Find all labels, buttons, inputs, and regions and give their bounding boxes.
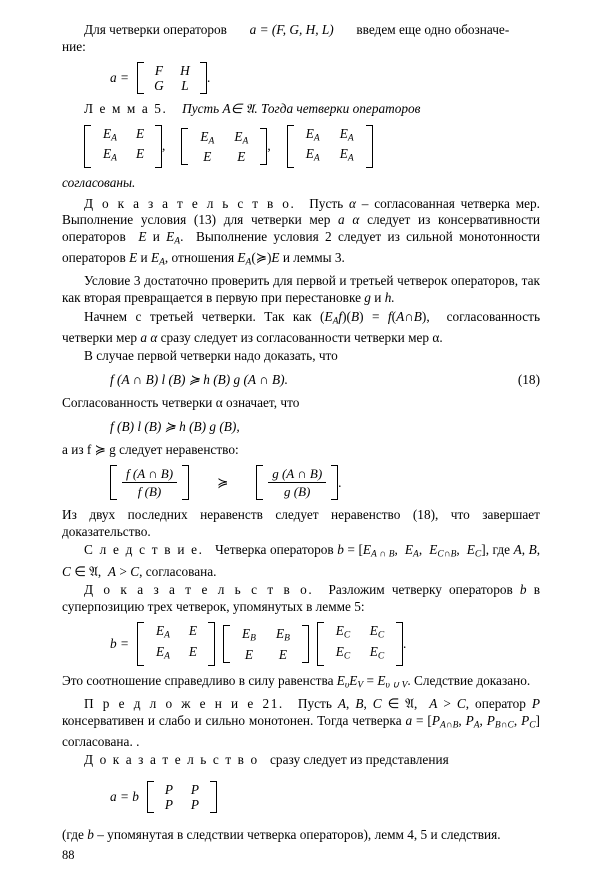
equation-fb [62, 419, 540, 435]
consequence-statement [62, 542, 540, 580]
bracket-left [84, 125, 91, 168]
paragraph-first-quadruple: В случае первой четверки надо доказать, что [84, 348, 338, 364]
matrix-cell: P [190, 782, 199, 797]
bracket-left [181, 128, 188, 166]
paragraph-third-quadruple: Начнем с третьей четверки. Так как $(E_Af)(B)$ = f(A∩B), согласованность четверки мер a α сразу следует из согласованности четверки мер α. [62, 308, 541, 345]
matrix-lemma-2: $E_A$ $E_A$ E E [181, 128, 267, 166]
proof-1-head: Д о к а з а т е л ь с т в о. [84, 195, 296, 211]
bracket-fraction-right [256, 465, 338, 500]
paragraph-from-two-inequalities: Из двух последних неравенств следует неравенство (18), что завершает доказательство. [62, 507, 540, 539]
matrix-p [147, 781, 217, 813]
matrix-lemma-3: $E_A$ $E_A$ $E_A$ $E_A$ [287, 125, 373, 168]
equation-a-definition: a = F H G L . [110, 63, 211, 94]
page-number: 88 [62, 848, 75, 862]
relation-symbol: ≽ [217, 474, 229, 490]
bracket-left [137, 622, 144, 665]
proof-3 [62, 752, 540, 769]
bracket-left [147, 781, 154, 813]
fraction-left [122, 466, 177, 499]
bracket-right [210, 781, 217, 813]
fraction-denominator: f (B) [137, 484, 162, 500]
matrix-cell: G [154, 78, 164, 94]
matrix-a [137, 62, 207, 94]
bracket-left [137, 62, 144, 94]
bracket-right [396, 622, 403, 665]
intro-text-c: введем еще одно обозначе- [356, 22, 510, 37]
bracket-right [182, 465, 189, 500]
fraction-right [268, 466, 326, 499]
bracket-right [366, 125, 373, 168]
consequence-head: С л е д с т в и е. [84, 542, 204, 558]
proof-1 [62, 196, 540, 272]
bracket-left [256, 465, 263, 500]
equation-fraction-inequality: $\frac{f (A \cap B)}{f (B)}$ ≽ $\frac{g (A \cap B)}{g (B)}$ . [62, 465, 540, 500]
bracket-right [331, 465, 338, 500]
bracket-left [223, 625, 230, 663]
proof-2 [62, 582, 540, 615]
bracket-right [302, 625, 309, 663]
proof-3-head: Д о к а з а т е л ь с т в о [84, 752, 259, 768]
paragraph-from-f-g: а из f ≽ g следует неравенство: [62, 441, 239, 457]
proposition-21-statement [62, 696, 540, 750]
equation-fb-body: f (B) l (B) ≽ h (B) g (B), [110, 418, 240, 434]
lemma-5-head: Л е м м а 5. [84, 101, 168, 117]
bracket-left [317, 622, 324, 665]
equation-b-decomposition: b = $E_A$ E $E_A$ E $E_B$ $E_B$ E E $E_C$ $E_C$ $E_C$ $E_C$ . [62, 622, 540, 665]
intro-text-d: ние: [62, 38, 86, 54]
bracket-right [208, 622, 215, 665]
bracket-right [155, 125, 162, 168]
matrix-cell: F [154, 63, 164, 79]
page-content [62, 22, 540, 846]
fraction-numerator: g (A ∩ B) [268, 466, 326, 483]
equation-18-number: (18) [517, 372, 540, 387]
matrix-cell: P [190, 797, 199, 812]
matrix-lemma-1: $E_A$ E $E_A$ E [84, 125, 162, 168]
proof-2-text: Разложим четверку операторов b в суперпозицию трех четверок, упомянутых в лемме 5: [62, 582, 541, 614]
intro-formula: a = (F, G, H, L) [249, 22, 334, 37]
equation-a-label: a = [110, 70, 129, 86]
bracket-left [110, 465, 117, 500]
lemma-5-statement [62, 101, 540, 118]
paragraph-condition-3: Условие 3 достаточно проверить для первой и третьей четверок операторов, так как вторая превращается в первую при перестановке g и h. [62, 273, 540, 305]
equation-ab-label: a = b [110, 789, 139, 804]
matrix-cell: L [181, 78, 189, 94]
proposition-21-text: Пусть A, B, C ∈ 𝔄, A > C, оператор P консервативен и слабо и сильно монотонен. Тогда четверка $a = [P_{A\cap B}$, $P_A$, $P_{B\cap C}$, $P_C$] согласована. . [62, 695, 540, 749]
matrix-b-1: $E_A$ E $E_A$ E [137, 622, 215, 665]
lemma-5-matrices: $E_A$ E $E_A$ E , $E_A$ $E_A$ E E , $E_A$ $E_A$ $E_A$ $E_A$ [62, 125, 540, 168]
proof-1-text: Пусть α – согласованная четверка мер. Выполнение условия (13) для четверки мер a α следует из консервативности операторов E и $E_A$. Выполнение условия 2 следует из сильной монотонности операторов E и $E_A$, отношения $E_A(≽)E$ и леммы 3. [62, 195, 541, 268]
paragraph-where-b: (где b – упомянутая в следствии четверка операторов), лемм 4, 5 и следствия. [62, 827, 501, 842]
equation-18-body: f (A ∩ B) l (B) ≽ h (B) g (A ∩ B). [110, 372, 288, 387]
proof-3-text: сразу следует из представления [270, 752, 449, 768]
consequence-text: Четверка операторов $b = [E_{A \cap B}$, $E_A$, $E_{C\cap B}$, $E_C$], где A, B, C ∈ 𝔄, A > C, согласована. [62, 542, 541, 579]
equation-a-equals-bp [62, 781, 540, 813]
proposition-21-head: П р е д л о ж е н и е 21. [84, 695, 284, 711]
matrix-b-3: $E_C$ $E_C$ $E_C$ $E_C$ [317, 622, 403, 665]
matrix-b-2: $E_B$ $E_B$ E E [223, 625, 309, 663]
fraction-numerator: f (A ∩ B) [122, 466, 177, 483]
equation-b-label: b = [110, 636, 129, 652]
bracket-left [287, 125, 294, 168]
bracket-fraction-left [110, 465, 189, 500]
matrix-cell: P [164, 797, 173, 812]
paragraph-this-relation: Это соотношение справедливо в силу равенства $E_\upsilon E_V = E_{\upsilon \cup V}$. Следствие доказано. [62, 672, 531, 691]
equation-18 [62, 372, 540, 388]
bracket-right [200, 62, 207, 94]
matrix-cell: H [180, 63, 190, 79]
lemma-5-text: Пусть A∈ 𝔄. Тогда четверки операторов [182, 101, 421, 117]
paragraph-intro [62, 22, 540, 55]
paragraph-soglasovannost: Согласованность четверки α означает, что [62, 395, 300, 410]
soglasovany-line: согласованы. [62, 175, 136, 191]
matrix-cell: P [164, 782, 173, 797]
proof-2-head: Д о к а з а т е л ь с т в о. [84, 582, 314, 598]
bracket-right [260, 128, 267, 166]
intro-text-a: Для четверки операторов [84, 22, 227, 37]
fraction-denominator: g (B) [284, 484, 311, 500]
